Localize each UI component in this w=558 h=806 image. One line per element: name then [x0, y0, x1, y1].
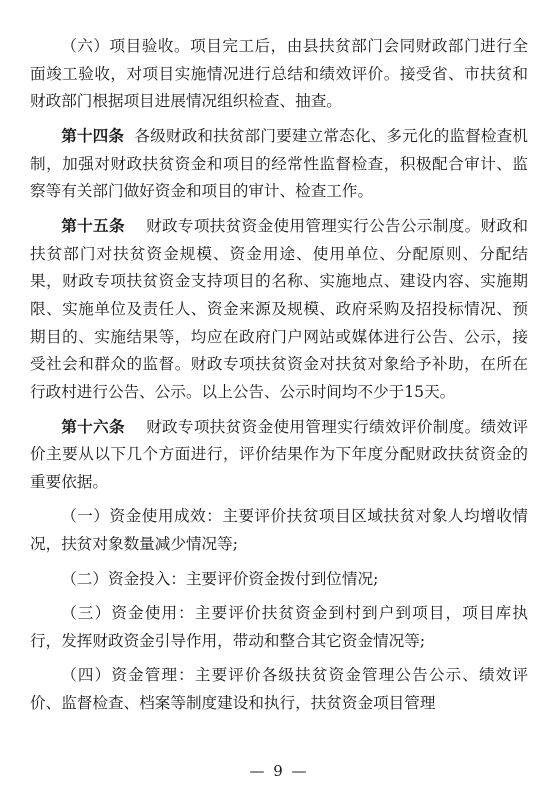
paragraph-text: 财政专项扶贫资金使用管理实行公告公示制度。财政和扶贫部门对扶贫资金规模、资金用途、使用单位、分配原则、分配结果，财政专项扶贫资金支持项目的名称、实施地点、建设内容、实施期限、实施单位及责任人、资金来源及规模、政府采购及招投标情况、预期目的、实施结果等，均应在政府门户网站或媒体进行公告、公示，接受社会和群众的监督。财政专项扶贫资金对扶贫对象给予补助，在所在行政村进行公告、公示。以上公告、公示时间均不少于15天。	[30, 216, 528, 402]
paragraph-text: 财政专项扶贫资金使用管理实行绩效评价制度。绩效评价主要从以下几个方面进行，评价结果作为下年度分配财政扶贫资金的重要依据。	[30, 417, 528, 491]
evaluation-item-3	[30, 600, 528, 655]
page-number: — 9 —	[249, 762, 309, 780]
article-number: 第十四条	[61, 126, 125, 145]
article-16	[30, 414, 528, 497]
evaluation-item-2	[30, 566, 528, 594]
paragraph-text: 各级财政和扶贫部门要建立常态化、多元化的监督检查机制，加强对财政扶贫资金和项目的经常性监督检查，积极配合审计、监察等有关部门做好资金和项目的审计、检查工作。	[30, 126, 528, 201]
body-text	[30, 33, 528, 718]
paragraph-text: （二）资金投入：主要评价资金拨付到位情况;	[61, 569, 379, 588]
article-14	[30, 123, 528, 206]
evaluation-item-1	[30, 503, 528, 558]
article-number: 第十五条	[61, 216, 125, 235]
article-15	[30, 213, 528, 407]
paragraph-text: （一）资金使用成效：主要评价扶贫项目区域扶贫对象人均增收情况，扶贫对象数量减少情况等;	[30, 507, 528, 554]
paragraph-text: （四）资金管理：主要评价各级扶贫资金管理公告公示、绩效评价、监督检查、档案等制度建设和执行，扶贫资金项目管理	[30, 666, 528, 713]
article-number: 第十六条	[61, 417, 125, 436]
paragraph-item-6-acceptance	[30, 33, 528, 116]
evaluation-item-4	[30, 662, 528, 717]
paragraph-text: （六）项目验收。项目完工后，由县扶贫部门会同财政部门进行全面竣工验收，对项目实施情况进行总结和绩效评价。接受省、市扶贫和财政部门根据项目进展情况组织检查、抽查。	[30, 37, 528, 111]
paragraph-text: （三）资金使用：主要评价扶贫资金到村到户到项目，项目库执行，发挥财政资金引导作用，带动和整合其它资金情况等;	[30, 604, 528, 650]
